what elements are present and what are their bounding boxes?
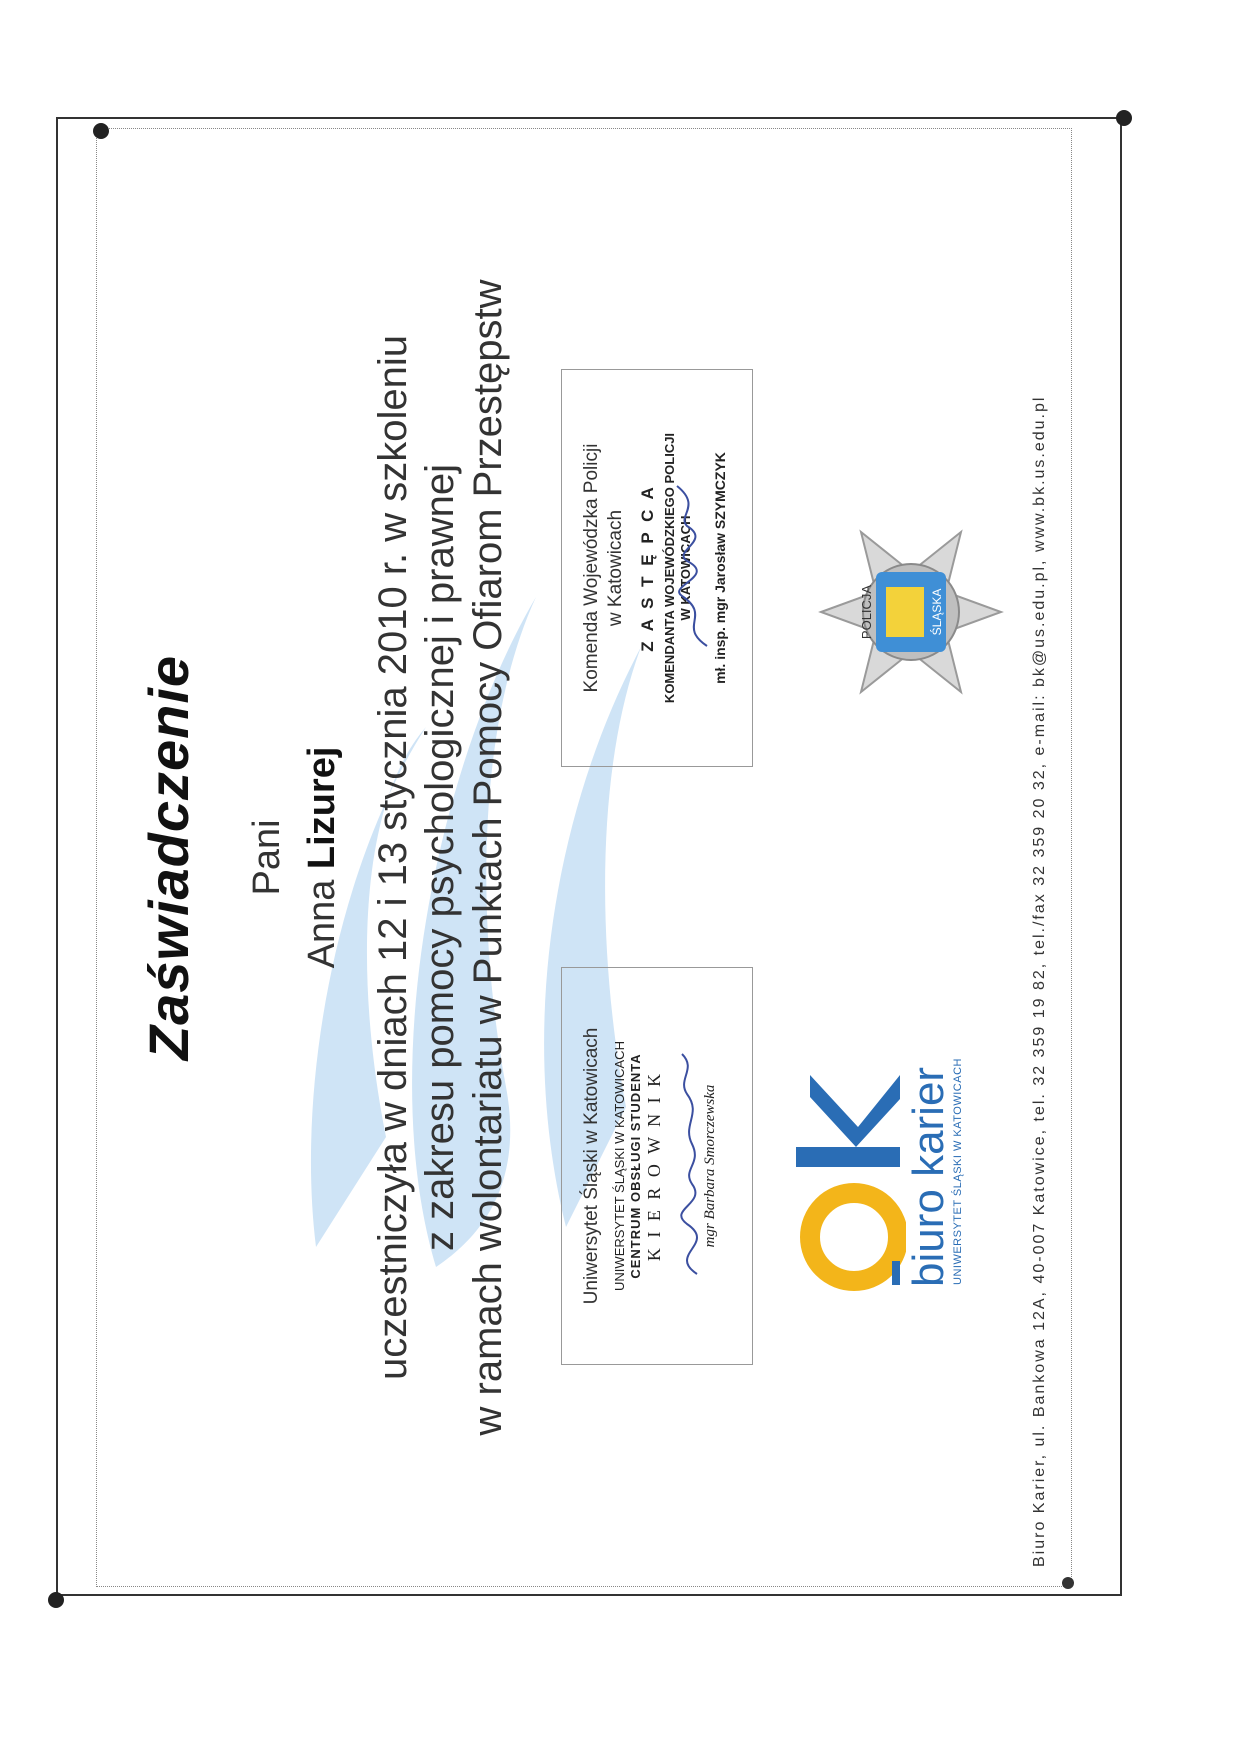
stamp-line: K I E R O W N I K — [644, 1070, 664, 1262]
salutation: Pani — [246, 819, 288, 896]
ok-logo-icon — [796, 1067, 906, 1297]
ok-logo-o — [810, 1193, 898, 1281]
stamp-line: Z A S T Ę P C A — [638, 484, 657, 652]
badge-text-policja: POLICJA — [859, 584, 874, 640]
body-line: z zakresu pomocy psychologicznej i prawnej — [418, 463, 462, 1252]
police-badge-icon — [816, 517, 1006, 707]
footer-contact: Biuro Karier, ul. Bankowa 12A, 40-007 Katowice, tel. 32 359 19 82, tel./fax 32 359 20 32, e-mail: bk@us.edu.pl, www.bk.us.edu.pl — [1031, 395, 1048, 1567]
stamp-line: mł. insp. mgr Jarosław SZYMCZYK — [712, 452, 728, 684]
stamp-line: CENTRUM OBSŁUGI STUDENTA — [628, 1053, 643, 1279]
recipient-last-name: Lizurej — [301, 746, 343, 870]
signature-heading: Komenda Wojewódzka Policji — [581, 443, 602, 693]
certificate-content — [96, 128, 1072, 1587]
body-line: w ramach wolontariatu w Punktach Pomocy Ofiarom Przestępstw — [466, 279, 510, 1436]
recipient-name — [301, 128, 344, 1587]
biuro-karier-subtitle: UNIWERSYTET ŚLĄSKI W KATOWICACH — [952, 1058, 964, 1285]
corner-dot — [48, 1592, 64, 1608]
certificate-title: Zaświadczenie — [137, 654, 200, 1061]
ok-logo-k-arm — [810, 1075, 900, 1147]
corner-dot — [1116, 110, 1132, 126]
ok-logo-k-stem — [796, 1147, 900, 1167]
badge-eagle-field — [886, 587, 924, 637]
body-line: uczestniczyła w dniach 12 i 13 stycznia 2010 r. w szkoleniu — [371, 335, 415, 1380]
signature-box-university — [561, 967, 753, 1365]
signature-heading: Uniwersytet Śląski w Katowicach — [581, 1027, 602, 1305]
stamp-line: W KATOWICACH — [678, 515, 693, 621]
stamp-line: KOMENDANTA WOJEWÓDZKIEGO POLICJI — [662, 432, 677, 704]
biuro-karier-text: biuro karier — [904, 1066, 953, 1287]
stamp-line: mgr Barbara Smorczewska — [702, 1084, 718, 1248]
recipient-first-name: Anna — [301, 879, 343, 969]
biuro-karier-logo — [796, 867, 966, 1307]
signature-heading: w Katowicach — [605, 509, 626, 627]
signature-stroke — [677, 486, 707, 646]
signature-box-police — [561, 369, 753, 767]
badge-text-slaska: ŚLĄSKA — [930, 588, 944, 636]
signature-stroke — [681, 1054, 697, 1274]
stamp-line: UNIWERSYTET ŚLĄSKI W KATOWICACH — [612, 1041, 627, 1291]
